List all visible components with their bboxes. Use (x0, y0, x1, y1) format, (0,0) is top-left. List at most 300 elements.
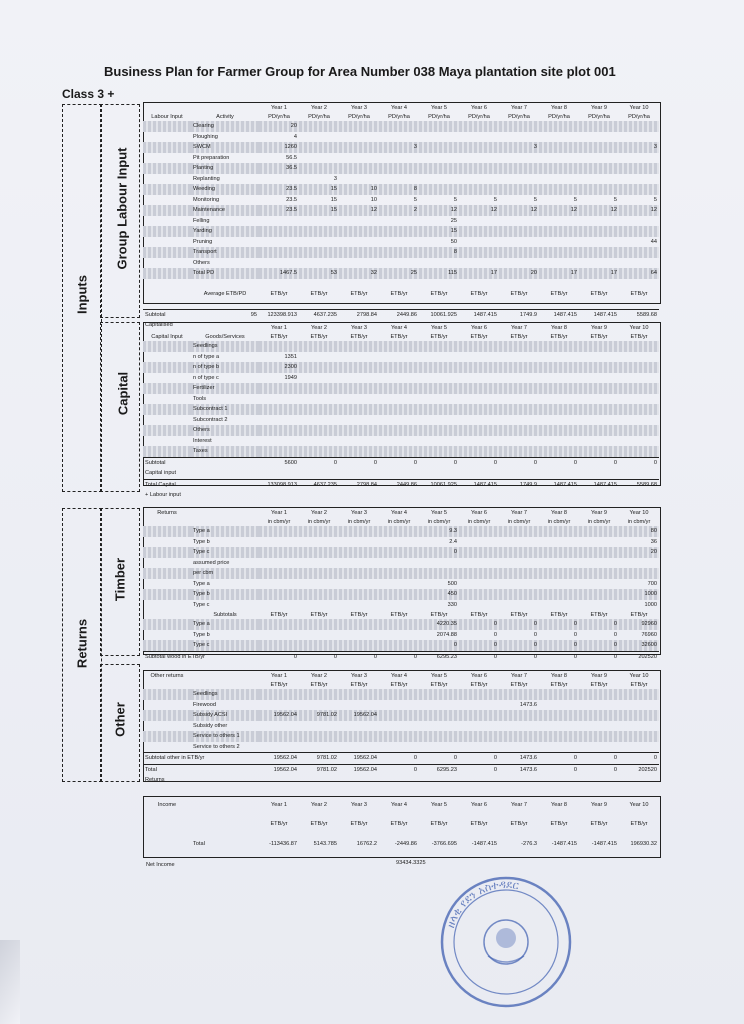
column-header: Returns (157, 509, 177, 516)
row-value (299, 619, 339, 630)
row-label (143, 341, 191, 352)
row-value (379, 689, 419, 700)
unit-header: in cbm/yr (427, 518, 451, 525)
unit-header: ETB/yr (470, 611, 488, 618)
row-value: 15 (299, 184, 339, 195)
row-value (299, 579, 339, 590)
row-value (499, 600, 539, 611)
table-row (143, 394, 659, 405)
unit-header: PD/yr/ha (268, 113, 290, 120)
row-value (579, 425, 619, 436)
unit-header: ETB/yr (550, 821, 568, 827)
row-value: 5 (413, 196, 417, 203)
row-label (143, 537, 191, 548)
row-value (619, 184, 659, 195)
official-stamp (436, 872, 576, 1012)
row-value (419, 153, 459, 164)
unit-header: ETB/yr (390, 821, 408, 827)
income-year-5: Year 5 (431, 801, 447, 808)
row-value (619, 174, 659, 185)
unit-header: PD/yr/ha (588, 113, 610, 120)
row-value (299, 415, 339, 426)
row-value: 32600 (619, 640, 659, 651)
row-value: 17 (579, 268, 619, 279)
row-value: 0 (499, 457, 539, 468)
unit-header: in cbm/yr (347, 518, 371, 525)
year-header: Year 5 (431, 509, 447, 516)
row-value (379, 742, 419, 753)
row-value (339, 742, 379, 753)
row-value (339, 425, 379, 436)
row-value: 4637.235 (299, 309, 339, 320)
income-year-8: Year 8 (551, 801, 567, 808)
year-header: Year 5 (431, 104, 447, 111)
row-value: 1487.415 (579, 309, 619, 320)
unit-header: PD/yr/ha (388, 113, 410, 120)
row-value (379, 640, 419, 651)
row-value (379, 436, 419, 447)
unit-header: ETB/yr (590, 290, 608, 297)
row-value (499, 237, 539, 248)
row-label (143, 163, 191, 174)
row-value (419, 258, 459, 269)
unit-header: ETB/yr (630, 821, 648, 827)
row-value (619, 247, 659, 258)
unit-header: PD/yr/ha (628, 113, 650, 120)
row-value (499, 446, 539, 457)
row-label (143, 373, 191, 384)
row-value (539, 589, 579, 600)
row-value (619, 341, 659, 352)
row-value (539, 600, 579, 611)
row-value: 9781.02 (299, 753, 339, 765)
column-header: Activity (216, 113, 234, 120)
unit-header: ETB/yr (310, 611, 328, 618)
row-value (619, 731, 659, 742)
row-label (143, 247, 191, 258)
row-label: Others (191, 425, 259, 436)
year-header-row (143, 671, 659, 680)
row-value (299, 721, 339, 732)
unit-header: ETB/yr (510, 290, 528, 297)
total-returns-row (143, 764, 659, 775)
row-value: 0 (539, 457, 579, 468)
row-label: Total (193, 841, 205, 848)
row-value (539, 121, 579, 132)
row-value (379, 721, 419, 732)
row-label (143, 237, 191, 248)
row-value: 1487.415 (459, 479, 499, 490)
unit-header: ETB/yr (350, 611, 368, 618)
unit-header: ETB/yr (590, 681, 608, 688)
row-value: 0 (579, 753, 619, 765)
unit-header: ETB/yr (510, 333, 528, 340)
row-value (579, 142, 619, 153)
table-row (143, 600, 659, 611)
year-header: Year 9 (591, 672, 607, 679)
column-header (143, 820, 191, 829)
unit-header: PD/yr/ha (348, 113, 370, 120)
row-value: 3 (379, 142, 419, 153)
row-label (143, 568, 191, 579)
row-value (499, 226, 539, 237)
year-header-row (143, 508, 659, 517)
row-value: 1473.6 (519, 701, 537, 708)
row-value (379, 121, 419, 132)
row-value: 0 (379, 651, 419, 662)
row-value (499, 547, 539, 558)
row-value (379, 352, 419, 363)
row-value (459, 132, 499, 143)
row-label (191, 457, 259, 468)
row-value (419, 415, 459, 426)
row-value (419, 383, 459, 394)
row-value (619, 446, 659, 457)
row-label (143, 195, 191, 206)
capital-subtotal-row (143, 457, 659, 468)
row-value (619, 710, 659, 721)
row-value (459, 258, 499, 269)
row-value: 133098.913 (259, 479, 299, 490)
year-header-row (143, 323, 659, 332)
row-value (459, 341, 499, 352)
row-value (259, 258, 299, 269)
year-header: Year 10 (629, 104, 649, 111)
column-header (143, 517, 191, 526)
row-value: 0 (379, 753, 419, 765)
row-label (143, 839, 191, 850)
row-value: 2074.88 (436, 631, 457, 638)
row-value (579, 341, 619, 352)
row-value (539, 558, 579, 569)
row-value (459, 558, 499, 569)
row-label (143, 710, 191, 721)
timber-table (143, 508, 659, 662)
row-value: 450 (419, 589, 459, 600)
row-label: Type c (191, 547, 259, 558)
row-value (499, 589, 539, 600)
row-value (539, 237, 579, 248)
row-value: 19562.04 (259, 764, 299, 775)
row-value (459, 404, 499, 415)
row-value (419, 436, 459, 447)
row-value: 0 (339, 457, 379, 468)
row-value (299, 247, 339, 258)
income-header-empty (191, 800, 259, 809)
row-value (459, 237, 499, 248)
table-row (143, 226, 659, 237)
row-value: 0 (499, 619, 539, 630)
row-value: -2449.86 (394, 841, 417, 848)
row-value: 15 (330, 196, 337, 203)
row-value (419, 132, 459, 143)
row-value: 0 (459, 753, 499, 765)
row-value: 0 (613, 631, 617, 638)
column-header (191, 508, 259, 517)
row-label: n of type c (193, 374, 219, 381)
row-value: 1467.5 (259, 268, 299, 279)
row-value: 0 (419, 547, 459, 558)
row-value: 5 (573, 196, 577, 203)
year-header: Year 2 (311, 509, 327, 516)
row-value: 0 (379, 457, 419, 468)
row-value (339, 153, 379, 164)
row-value (459, 600, 499, 611)
row-value: 9781.02 (299, 764, 339, 775)
row-value (539, 226, 579, 237)
row-value (299, 226, 339, 237)
row-value (579, 568, 619, 579)
row-value (459, 394, 499, 405)
row-label: Subtotal other in ETB/yr (143, 753, 259, 765)
row-value: 1260 (259, 142, 299, 153)
income-unit-row (143, 820, 659, 829)
row-value (499, 247, 539, 258)
row-value (299, 352, 339, 363)
row-value (459, 731, 499, 742)
row-value (499, 579, 539, 590)
row-value (459, 247, 499, 258)
row-value (459, 742, 499, 753)
row-value: 19562.04 (259, 710, 299, 721)
row-value (539, 700, 579, 711)
row-value: 0 (499, 640, 539, 651)
table-row (143, 247, 659, 258)
unit-header: PD/yr/ha (508, 113, 530, 120)
row-value (539, 689, 579, 700)
row-value: 6295.23 (419, 651, 459, 662)
unit-header: ETB/yr (550, 611, 568, 618)
row-value (459, 121, 499, 132)
row-value (419, 184, 459, 195)
row-value (499, 216, 539, 227)
row-value (339, 142, 379, 153)
table-row (143, 132, 659, 143)
row-value: 36.5 (259, 163, 299, 174)
row-value: 23.5 (286, 196, 297, 203)
row-label: Type a (193, 580, 210, 587)
row-value (539, 247, 579, 258)
labour-table (143, 103, 659, 331)
row-value: 2798.84 (339, 479, 379, 490)
table-row (143, 721, 659, 732)
year-header: Year 10 (629, 672, 649, 679)
row-value: 12 (619, 205, 659, 216)
unit-header: ETB/yr (350, 821, 368, 827)
year-header: Year 1 (271, 324, 287, 331)
year-header: Year 4 (391, 672, 407, 679)
column-header (191, 680, 259, 689)
row-value (339, 547, 379, 558)
row-value (259, 640, 299, 651)
row-label: Capitalised (145, 322, 173, 329)
row-label: Subcontract 1 (191, 404, 259, 415)
timber-label: Timber (112, 557, 128, 602)
row-value (579, 731, 619, 742)
row-value (539, 425, 579, 436)
row-value (499, 721, 539, 732)
unit-header: PD/yr/ha (428, 113, 450, 120)
row-value: 0 (419, 640, 459, 651)
table-row (143, 537, 659, 548)
row-value (579, 689, 619, 700)
row-value (299, 436, 339, 447)
year-header: Year 2 (311, 104, 327, 111)
unit-header: ETB/yr (350, 681, 368, 688)
row-value (419, 373, 459, 384)
unit-header: ETB/yr (470, 333, 488, 340)
row-value (339, 600, 379, 611)
row-label: Taxes (191, 446, 259, 457)
row-value (459, 425, 499, 436)
row-value (339, 537, 379, 548)
row-value (259, 700, 299, 711)
row-value (379, 237, 419, 248)
row-label: n of type b (191, 362, 259, 373)
row-value: 0 (459, 619, 499, 630)
row-value: 700 (647, 580, 657, 587)
row-value (579, 362, 619, 373)
row-value (419, 425, 459, 436)
inputs-label: Inputs (74, 275, 90, 314)
row-value (379, 132, 419, 143)
row-label (143, 640, 191, 651)
year-header: Year 9 (591, 509, 607, 516)
income-year-1: Year 1 (271, 801, 287, 808)
row-value (259, 436, 299, 447)
income-total-row (143, 839, 659, 850)
row-value: 23.5 (259, 184, 299, 195)
row-value (579, 526, 619, 537)
row-value (379, 341, 419, 352)
row-value (339, 700, 379, 711)
row-value (259, 446, 299, 457)
row-value: -1487.415 (471, 841, 497, 848)
row-value (459, 446, 499, 457)
row-value (339, 226, 379, 237)
row-label (143, 579, 191, 590)
row-label: Tools (193, 395, 207, 402)
row-value (419, 446, 459, 457)
table-row (143, 341, 659, 352)
row-value: 5 (453, 196, 457, 203)
row-value (499, 174, 539, 185)
row-label (143, 268, 191, 279)
unit-header: ETB/yr (350, 290, 368, 297)
row-value (619, 121, 659, 132)
row-value (459, 373, 499, 384)
row-value (259, 237, 299, 248)
row-value (459, 537, 499, 548)
row-value (619, 226, 659, 237)
row-value (539, 216, 579, 227)
column-header (191, 323, 259, 332)
row-label: Subtotal (143, 309, 191, 320)
row-value: -276.3 (521, 841, 537, 848)
row-value (539, 537, 579, 548)
column-header: Labour Input (151, 113, 183, 120)
row-value: 36 (650, 538, 657, 545)
row-value (339, 619, 379, 630)
row-label (143, 142, 191, 153)
unit-header: ETB/yr (630, 611, 648, 618)
year-header: Year 1 (271, 672, 287, 679)
row-value (299, 362, 339, 373)
row-value (579, 721, 619, 732)
row-value (339, 404, 379, 415)
row-label (143, 205, 191, 216)
row-value (419, 731, 459, 742)
row-value (259, 383, 299, 394)
row-value (379, 589, 419, 600)
row-value (619, 558, 659, 569)
row-value: 10 (339, 184, 379, 195)
row-label (143, 630, 191, 641)
unit-header: ETB/yr (310, 821, 328, 827)
row-value: 0 (339, 651, 379, 662)
row-value: 17 (539, 268, 579, 279)
row-value (259, 226, 299, 237)
row-value (299, 132, 339, 143)
row-value: 53 (299, 268, 339, 279)
row-label: Type a (191, 526, 259, 537)
income-year-6: Year 6 (471, 801, 487, 808)
row-value (579, 383, 619, 394)
average-label: Average ETB/PD (203, 290, 247, 297)
row-value (459, 383, 499, 394)
row-value (539, 373, 579, 384)
unit-header: in cbm/yr (627, 518, 651, 525)
unit-header: in cbm/yr (467, 518, 491, 525)
row-value: 16762.2 (356, 841, 377, 848)
row-value (379, 226, 419, 237)
row-value (299, 558, 339, 569)
row-value (259, 579, 299, 590)
row-value (379, 247, 419, 258)
row-value: -1487.415 (591, 841, 617, 848)
row-value (619, 362, 659, 373)
row-value (499, 394, 539, 405)
row-value (499, 537, 539, 548)
row-value (459, 568, 499, 579)
row-value (539, 526, 579, 537)
row-value: 17 (459, 268, 499, 279)
row-value (379, 619, 419, 630)
row-value (459, 526, 499, 537)
row-value: 20 (619, 547, 659, 558)
column-header (143, 610, 191, 619)
row-label (143, 700, 191, 711)
row-label: Total PD (191, 268, 259, 279)
row-label: Transport (191, 247, 259, 258)
row-value: 9.3 (419, 526, 459, 537)
row-value (499, 352, 539, 363)
row-value (539, 394, 579, 405)
row-value (459, 163, 499, 174)
income-year-7: Year 7 (511, 801, 527, 808)
row-value: 3 (333, 175, 337, 182)
row-value: 500 (447, 580, 457, 587)
net-income-label: Net Income (146, 862, 175, 868)
row-value (259, 568, 299, 579)
row-value: 0 (573, 631, 577, 638)
row-value (579, 373, 619, 384)
row-value: 0 (539, 651, 579, 662)
row-value (379, 163, 419, 174)
row-value: 0 (619, 753, 659, 765)
row-value (499, 436, 539, 447)
year-header: Year 4 (391, 324, 407, 331)
